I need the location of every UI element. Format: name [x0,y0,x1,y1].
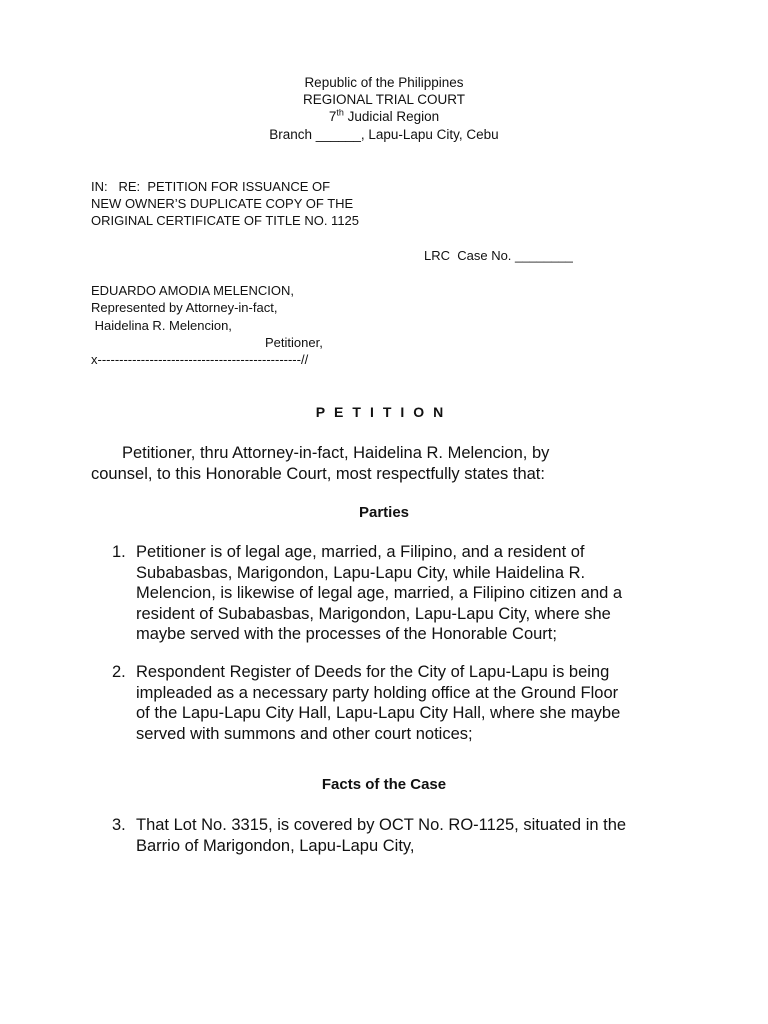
header-court: REGIONAL TRIAL COURT [302,92,466,107]
caption-in-line2: NEW OWNER’S DUPLICATE COPY OF THE [91,196,354,211]
attorney-in-fact-name: Haidelina R. Melencion, [91,318,232,333]
paragraph-line: Petitioner is of legal age, married, a Filipino, and a resident of [136,543,585,561]
section-heading-facts: Facts of the Case [321,776,447,793]
intro-line-1: Petitioner, thru Attorney-in-fact, Haidelina R. Melencion, by [122,444,550,462]
paragraph-line: served with summons and other court notices; [136,724,473,743]
header-region-suffix: th [336,107,344,118]
paragraph-line: maybe served with the processes of the Honorable Court; [136,625,557,643]
paragraph-line: Respondent Register of Deeds for the City of Lapu-Lapu is being [136,663,610,681]
petitioner-name: EDUARDO AMODIA MELENCION, [91,283,294,298]
paragraph-line: That Lot No. 3315, is covered by OCT No. RO-1125, situated in the [136,816,627,834]
paragraph-number: 1. [112,543,126,561]
petitioner-label: Petitioner, [265,335,323,350]
paragraph-line: resident of Subabasbas, Marigondon, Lapu-Lapu City, where she [136,604,611,623]
caption-in-line3: ORIGINAL CERTIFICATE OF TITLE NO. 1125 [91,213,360,228]
paragraph-line: Subabasbas, Marigondon, Lapu-Lapu City, while Haidelina R. [136,563,586,582]
intro-line-2: counsel, to this Honorable Court, most respectfully states that: [91,465,545,483]
represented-by: Represented by Attorney-in-fact, [91,300,278,315]
paragraph-number: 2. [112,663,126,681]
paragraph-text [136,542,696,645]
document-title: PETITION [315,404,453,420]
header-region [0,108,768,125]
header-region-text: Judicial Region [343,109,440,124]
paragraph-text [136,815,696,856]
header-branch: Branch ______, Lapu-Lapu City, Cebu [269,127,499,142]
header-region-number: 7 [328,109,337,124]
lrc-case-number: LRC Case No. ________ [424,248,573,263]
header-republic: Republic of the Philippines [304,75,464,90]
caption-separator: x-----------------------------------------------// [91,352,309,367]
caption-in-line1: IN: RE: PETITION FOR ISSUANCE OF [91,179,331,194]
section-heading-parties: Parties [358,504,410,521]
paragraph-line: Barrio of Marigondon, Lapu-Lapu City, [136,836,415,855]
paragraph-number: 3. [112,816,126,834]
paragraph-line: Melencion, is likewise of legal age, married, a Filipino citizen and a [136,584,623,602]
paragraph-line: of the Lapu-Lapu City Hall, Lapu-Lapu City Hall, where she maybe [136,704,621,722]
paragraph-text [136,662,696,744]
paragraph-line: impleaded as a necessary party holding office at the Ground Floor [136,683,619,702]
